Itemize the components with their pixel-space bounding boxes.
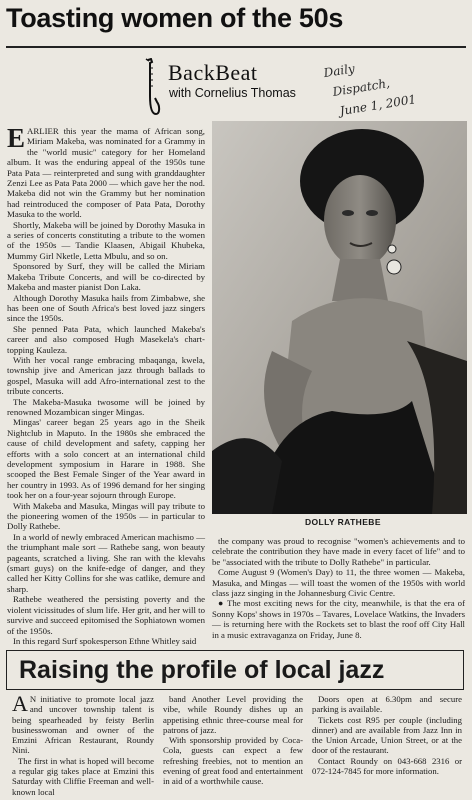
jazz-column-3 [312,694,462,776]
drop-cap: E [7,123,26,153]
handwritten-source-note [322,41,470,122]
paragraph: Sponsored by Surf, they will be called the Miriam Makeba Tribute Concerts, and will be co-directed by Makeba and master pianist Don Laka. [7,261,205,293]
handwritten-line: June 1, 2001 [338,92,418,119]
paragraph: ● The most exciting news for the city, meanwhile, is that the era of Sonny Kops' shows in 1970s – Tavares, Lovelace Watkins, the Invaders — is returning here with the Rockets set to blast the roof off City Hall in a music extravaganza on Friday, June 8. [212,598,465,640]
paragraph: ARLIER this year the mama of African song, Miriam Makeba, was nominated for a Grammy in the "world music" category for her Homeland album. It was the enduring appeal of the 1950s tune Pata Pata — reinterpreted and sung with granddaughter Zenzi Lee as Pata Pata 2000 — which gave her the nod. Makeba did not win the Grammy but her nomination had reintroduced the composer of Pata Pata, Dorothy Masuka to the world. [7,126,205,220]
paragraph: In a world of newly embraced American machismo — the triumphant male sort — Rathebe sang, won beauty pageants, scratched a living. She ran with the klevahs (smart guys) on the knife-edge of danger, and they called her Kitty Collins for she was catlike, demure and sharp. [7,531,205,594]
column-byline: with Cornelius Thomas [169,86,296,100]
jazz-column-1 [12,691,154,797]
paragraph: N initiative to promote local jazz and uncover township talent is being spearheaded by feisty Berlin businesswoman and owner of the Emzini African Restaurant, Roundy Nini. [12,694,154,756]
paragraph: Although Dorothy Masuka hails from Zimbabwe, she has been one of South Africa's best loved jazz singers since the 1950s. [7,292,205,324]
paragraph: Come August 9 (Women's Day) to 11, the three women — Makeba, Masuka, and Mingas — will toast the women of the 1950s with world class jazz singing in the Johannesburg Civic Centre. [212,567,465,599]
handwritten-line: Daily [322,61,356,81]
article-column-2 [212,536,465,640]
column-title: BackBeat [168,60,258,85]
paragraph: Contact Roundy on 043-668 2316 or 072-124-7845 for more information. [312,755,462,777]
handwritten-line: Dispatch, [331,76,391,99]
paragraph: The first in what is hoped will become a regular gig takes place at Emzini this Saturday with Cliffie Freeman and well-known local [12,755,154,797]
article-column-1 [7,123,205,646]
paragraph: Rathebe weathered the persisting poverty and the violent vicissitudes of slum life. Her grit, and her will to survive and succeed epitomised the Sophiatown women of the 1950s. [7,594,205,636]
secondary-headline: Raising the profile of local jazz [6,650,464,690]
paragraph: the company was proud to recognise "women's achievements and to celebrate the contribution they have made in every facet of life" and to be "associated with the tribute to Dolly Rathebe" in particular. [212,536,465,567]
photo-dolly-rathebe [212,121,467,514]
headline: Toasting women of the 50s [6,3,344,33]
headline-rule [6,46,466,48]
paragraph: Doors open at 6.30pm and secure parking is available. [312,694,462,715]
paragraph: Shortly, Makeba will be joined by Dorothy Masuka in a series of concerts constituting a tribute to the women of the 1950s — Tandie Klaasen, Abigail Khubeka, Mummy Girl Nketle, Letta Mbulu, and so on. [7,219,205,261]
saxophone-icon [142,58,162,120]
paragraph: band Another Level providing the vibe, while Roundy dishes up an appetising ethnic three-course meal for patrons of jazz. [163,694,303,735]
paragraph: She penned Pata Pata, which launched Makeba's career and also composed Hugh Masekela's chart-topping Kauleza. [7,323,205,355]
drop-cap: A [12,691,28,716]
paragraph: With her vocal range embracing mbaqanga, kwela, township jive and American jazz through ballads to gospel, Masuka will add Afro-international zest to the tribute concerts. [7,354,205,397]
paragraph: With sponsorship provided by Coca-Cola, guests can expect a few refreshing freebies, not to mention an evening of great food and entertainment in aid of a worthwhile cause. [163,735,303,787]
jazz-column-2 [163,694,303,787]
paragraph: Mingas' career began 25 years ago in the Sheik Nightclub in Maputo. In the 1980s she embraced the cause of child development and safety, capping her efforts with a solo concert at an international child development symposium in Harare in 1988. She scooped the Best Female Singer of the Year award in her country in 1993. As of 1996 demand for her singing took her on a four-year sojourn through Europe. [7,417,205,501]
portrait-image [212,121,467,514]
paragraph: With Makeba and Masuka, Mingas will pay tribute to the pioneering women of the 1950s — in particular to Dolly Rathebe. [7,500,205,532]
paragraph: In this regard Surf spokesperson Ethne Whitley said [13,635,197,646]
paragraph: The Makeba-Masuka twosome will be joined by renowned Mozambican singer Mingas. [7,396,205,417]
photo-caption: DOLLY RATHEBE [305,517,381,527]
paragraph: Tickets cost R95 per couple (including dinner) and are available from Jazz Inn in the Union Arcade, Union Street, or at the door of the restaurant. [312,714,462,756]
